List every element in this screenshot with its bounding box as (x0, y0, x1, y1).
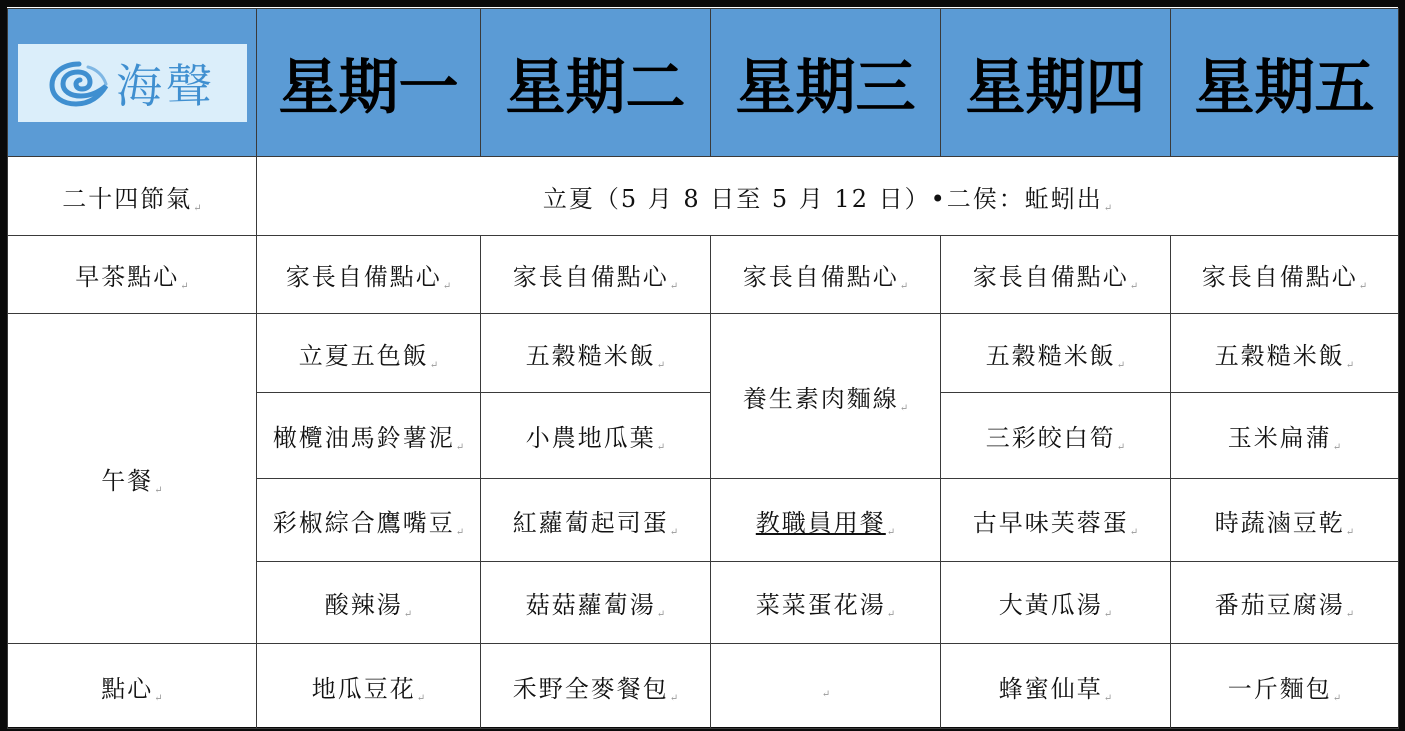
logo-cell (8, 9, 257, 157)
menu-cell: 菜菜蛋花湯↵ (711, 562, 941, 644)
solar-term-row (8, 157, 1399, 236)
menu-cell: 家長自備點心↵ (1171, 236, 1399, 314)
row-label-solar-term: 二十四節氣↵ (8, 157, 257, 236)
header-day-thu: 星期四 (941, 9, 1171, 157)
row-label-afternoon-snack: 點心↵ (8, 644, 257, 729)
afternoon-snack-row (8, 644, 1399, 729)
menu-cell: 家長自備點心↵ (941, 236, 1171, 314)
menu-cell: 地瓜豆花↵ (257, 644, 481, 729)
menu-cell: 古早味芙蓉蛋↵ (941, 479, 1171, 562)
menu-cell-empty: ↵ (711, 644, 941, 729)
menu-cell: 禾野全麥餐包↵ (481, 644, 711, 729)
weekly-menu-table (7, 8, 1399, 729)
menu-cell: 紅蘿蔔起司蛋↵ (481, 479, 711, 562)
row-label-morning-snack: 早茶點心↵ (8, 236, 257, 314)
solar-term-value: 立夏（5 月 8 日至 5 月 12 日）•二侯：蚯蚓出↵ (257, 157, 1399, 236)
menu-cell: 家長自備點心↵ (257, 236, 481, 314)
header-row (8, 9, 1399, 157)
menu-cell: 五穀糙米飯↵ (941, 314, 1171, 393)
menu-cell: 酸辣湯↵ (257, 562, 481, 644)
menu-cell: 家長自備點心↵ (481, 236, 711, 314)
menu-cell: 番茄豆腐湯↵ (1171, 562, 1399, 644)
menu-cell: 菇菇蘿蔔湯↵ (481, 562, 711, 644)
morning-snack-row (8, 236, 1399, 314)
menu-cell: 立夏五色飯↵ (257, 314, 481, 393)
header-day-mon: 星期一 (257, 9, 481, 157)
logo (18, 44, 247, 122)
menu-cell: 教職員用餐↵ (711, 479, 941, 562)
menu-cell: 五穀糙米飯↵ (1171, 314, 1399, 393)
lunch-row-1 (8, 314, 1399, 393)
menu-cell: 大黃瓜湯↵ (941, 562, 1171, 644)
wave-swirl-icon (48, 58, 110, 108)
menu-cell: 時蔬滷豆乾↵ (1171, 479, 1399, 562)
menu-cell: 蜂蜜仙草↵ (941, 644, 1171, 729)
row-label-lunch: 午餐↵ (8, 314, 257, 644)
menu-cell: 一斤麵包↵ (1171, 644, 1399, 729)
menu-cell: 玉米扁蒲↵ (1171, 393, 1399, 479)
menu-cell: 彩椒綜合鷹嘴豆↵ (257, 479, 481, 562)
menu-cell: 小農地瓜葉↵ (481, 393, 711, 479)
menu-cell: 橄欖油馬鈴薯泥↵ (257, 393, 481, 479)
header-day-wed: 星期三 (711, 9, 941, 157)
menu-cell: 養生素肉麵線↵ (711, 314, 941, 479)
header-day-fri: 星期五 (1171, 9, 1399, 157)
menu-cell: 家長自備點心↵ (711, 236, 941, 314)
menu-cell: 五穀糙米飯↵ (481, 314, 711, 393)
header-day-tue: 星期二 (481, 9, 711, 157)
menu-cell: 三彩皎白筍↵ (941, 393, 1171, 479)
logo-text: 海聲 (116, 58, 216, 113)
